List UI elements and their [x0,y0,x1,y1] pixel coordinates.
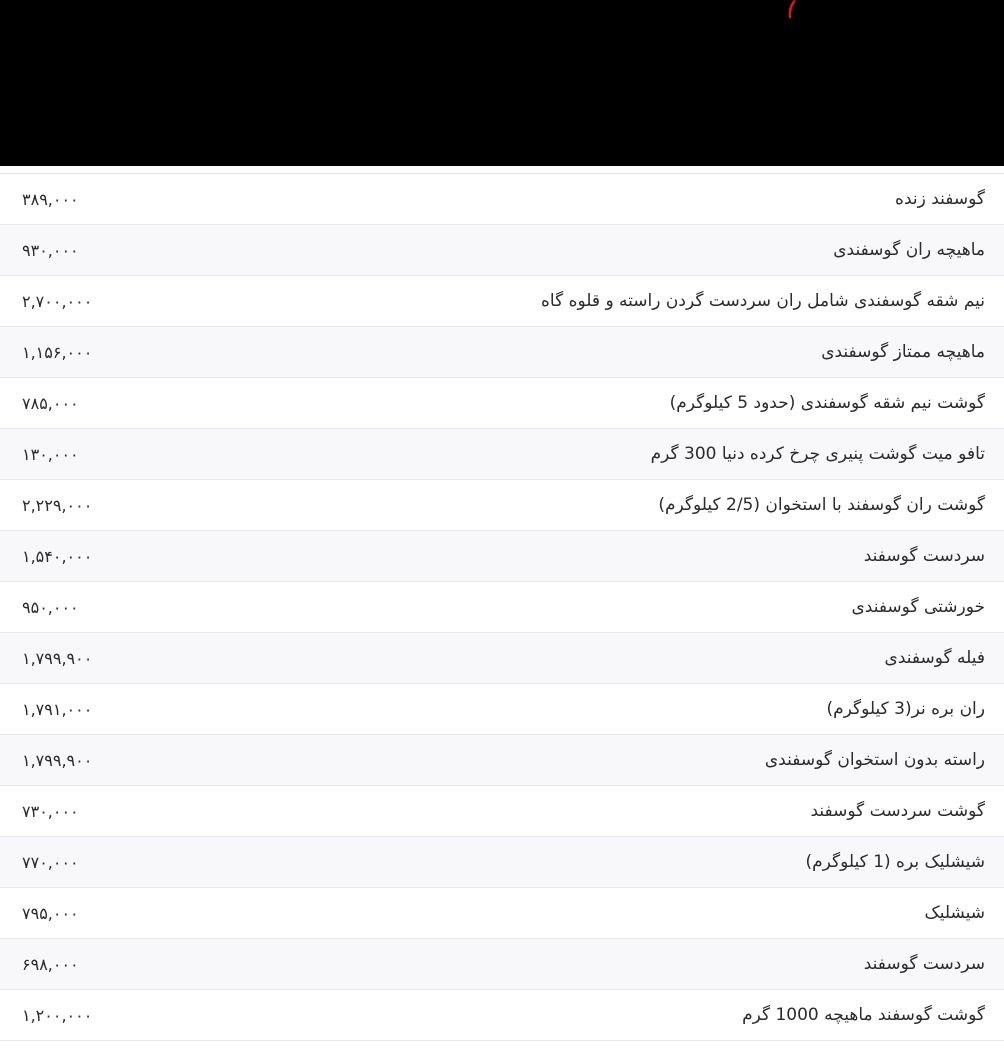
table-row [0,174,1004,225]
table-row [0,888,1004,939]
table-row [0,582,1004,633]
price-cell: ۶۹۸,۰۰۰ [22,954,79,974]
price-cell: ۷۷۰,۰۰۰ [22,852,79,872]
table-row [0,327,1004,378]
price-cell: ۹۳۰,۰۰۰ [22,240,79,260]
price-cell: ۲,۲۲۹,۰۰۰ [22,495,93,515]
red-brush-stroke [789,0,796,19]
product-name-cell: گوشت نیم شقه گوسفندی (حدود 5 کیلوگرم) [669,393,985,413]
product-name-cell: گوشت ران گوسفند با استخوان (2/5 کیلوگرم) [658,495,985,515]
price-cell: ۳۸۹,۰۰۰ [22,189,79,209]
product-name-cell: شیشلیک [924,903,985,923]
price-cell: ۱,۷۹۹,۹۰۰ [22,648,93,668]
table-row [0,531,1004,582]
product-name-cell: سردست گوسفند [863,546,985,566]
price-cell: ۷۳۰,۰۰۰ [22,801,79,821]
table-row [0,684,1004,735]
price-cell: ۲,۷۰۰,۰۰۰ [22,291,93,311]
product-name-cell: ماهیچه ممتاز گوسفندی [821,342,985,362]
product-name-cell: تافو میت گوشت پنیری چرخ کرده دنیا 300 گرم [650,444,985,464]
product-name-cell: ران بره نر(3 کیلوگرم) [826,699,985,719]
table-row [0,633,1004,684]
price-cell: ۷۸۵,۰۰۰ [22,393,79,413]
table-row [0,225,1004,276]
table-row [0,735,1004,786]
table-row [0,786,1004,837]
product-name-cell: ماهیچه ران گوسفندی [833,240,985,260]
price-cell: ۱,۲۰۰,۰۰۰ [22,1005,93,1025]
table-row [0,378,1004,429]
price-table [0,174,1004,1041]
header-banner [0,0,1004,166]
table-row [0,837,1004,888]
header-divider [0,166,1004,174]
table-row [0,990,1004,1041]
product-name-cell: نیم شقه گوسفندی شامل ران سردست گردن راسته و قلوه گاه [541,291,985,311]
table-row [0,429,1004,480]
price-cell: ۱,۷۹۱,۰۰۰ [22,699,93,719]
product-name-cell: گوشت گوسفند ماهیچه 1000 گرم [742,1005,985,1025]
product-name-cell: گوسفند زنده [895,189,985,209]
price-cell: ۱,۵۴۰,۰۰۰ [22,546,93,566]
price-cell: ۱,۱۵۶,۰۰۰ [22,342,93,362]
table-row [0,480,1004,531]
product-name-cell: خورشتی گوسفندی [851,597,985,617]
product-name-cell: گوشت سردست گوسفند [810,801,985,821]
product-name-cell: سردست گوسفند [863,954,985,974]
product-name-cell: شیشلیک بره (1 کیلوگرم) [805,852,985,872]
product-name-cell: فیله گوسفندی [884,648,985,668]
table-row [0,276,1004,327]
red-brush-mark [786,0,796,20]
price-cell: ۷۹۵,۰۰۰ [22,903,79,923]
table-row [0,939,1004,990]
price-cell: ۱۳۰,۰۰۰ [22,444,79,464]
price-cell: ۹۵۰,۰۰۰ [22,597,79,617]
price-cell: ۱,۷۹۹,۹۰۰ [22,750,93,770]
product-name-cell: راسته بدون استخوان گوسفندی [764,750,985,770]
